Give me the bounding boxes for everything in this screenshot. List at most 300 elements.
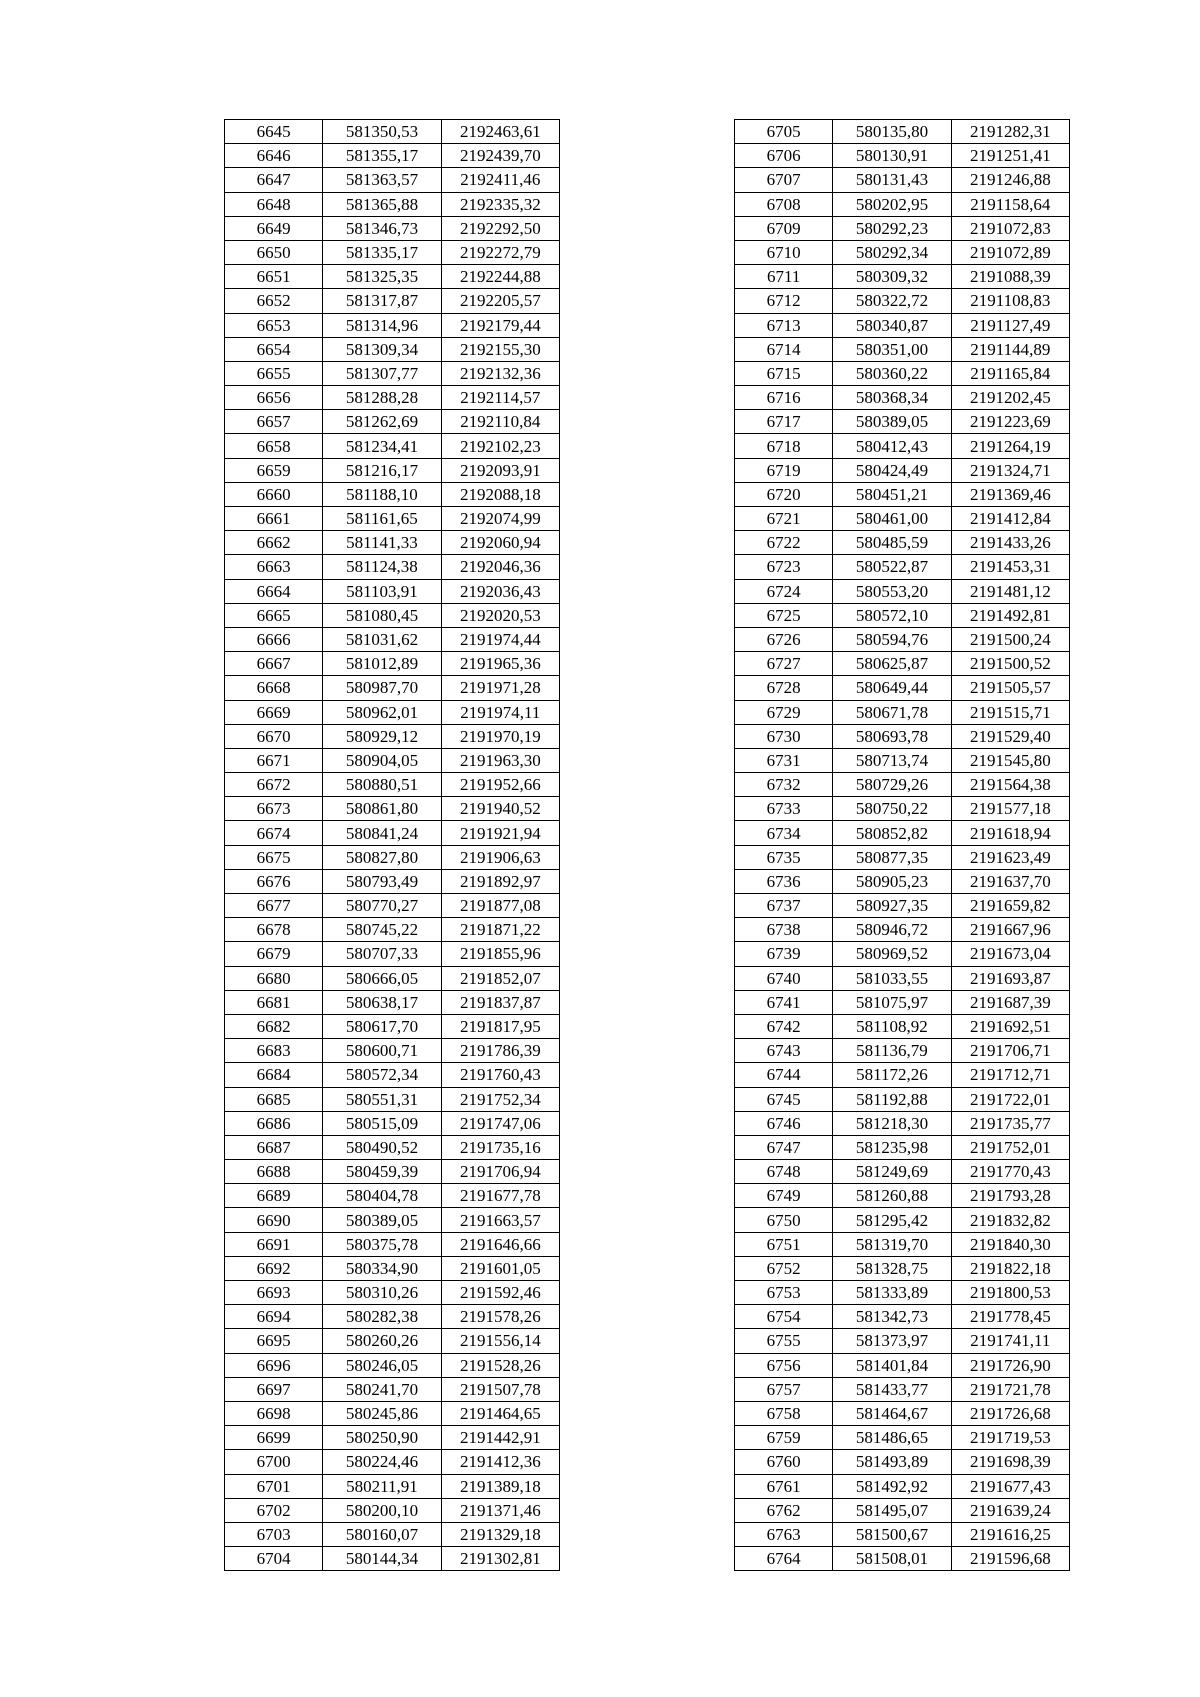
y-coordinate-cell: 2192411,46 bbox=[441, 168, 559, 192]
x-coordinate-cell: 580202,95 bbox=[833, 192, 951, 216]
y-coordinate-cell: 2192272,79 bbox=[441, 240, 559, 264]
x-coordinate-cell: 580144,34 bbox=[323, 1547, 441, 1571]
point-number-cell: 6764 bbox=[735, 1547, 833, 1571]
table-row bbox=[735, 1281, 1070, 1305]
table-row bbox=[225, 458, 560, 482]
table-row bbox=[225, 1474, 560, 1498]
x-coordinate-cell: 580946,72 bbox=[833, 918, 951, 942]
x-coordinate-cell: 580389,05 bbox=[833, 410, 951, 434]
y-coordinate-cell: 2191974,44 bbox=[441, 627, 559, 651]
x-coordinate-cell: 580638,17 bbox=[323, 990, 441, 1014]
table-row bbox=[225, 555, 560, 579]
table-row bbox=[225, 1208, 560, 1232]
point-number-cell: 6750 bbox=[735, 1208, 833, 1232]
table-row bbox=[225, 627, 560, 651]
y-coordinate-cell: 2191264,19 bbox=[951, 434, 1069, 458]
point-number-cell: 6698 bbox=[225, 1401, 323, 1425]
point-number-cell: 6729 bbox=[735, 700, 833, 724]
point-number-cell: 6697 bbox=[225, 1377, 323, 1401]
x-coordinate-cell: 580594,76 bbox=[833, 627, 951, 651]
table-row bbox=[225, 869, 560, 893]
point-number-cell: 6652 bbox=[225, 289, 323, 313]
table-row bbox=[735, 265, 1070, 289]
x-coordinate-cell: 581508,01 bbox=[833, 1547, 951, 1571]
table-row bbox=[735, 676, 1070, 700]
table-row bbox=[225, 1184, 560, 1208]
y-coordinate-cell: 2191837,87 bbox=[441, 990, 559, 1014]
y-coordinate-cell: 2191741,11 bbox=[951, 1329, 1069, 1353]
x-coordinate-cell: 580451,21 bbox=[833, 482, 951, 506]
point-number-cell: 6715 bbox=[735, 361, 833, 385]
table-row bbox=[225, 700, 560, 724]
y-coordinate-cell: 2191464,65 bbox=[441, 1401, 559, 1425]
point-number-cell: 6686 bbox=[225, 1111, 323, 1135]
table-row bbox=[735, 1208, 1070, 1232]
table-row bbox=[225, 652, 560, 676]
point-number-cell: 6738 bbox=[735, 918, 833, 942]
point-number-cell: 6743 bbox=[735, 1039, 833, 1063]
y-coordinate-cell: 2191722,01 bbox=[951, 1087, 1069, 1111]
point-number-cell: 6757 bbox=[735, 1377, 833, 1401]
point-number-cell: 6660 bbox=[225, 482, 323, 506]
y-coordinate-cell: 2191389,18 bbox=[441, 1474, 559, 1498]
table-row bbox=[735, 1329, 1070, 1353]
x-coordinate-cell: 581108,92 bbox=[833, 1014, 951, 1038]
point-number-cell: 6694 bbox=[225, 1305, 323, 1329]
table-row bbox=[735, 1377, 1070, 1401]
y-coordinate-cell: 2191601,05 bbox=[441, 1256, 559, 1280]
point-number-cell: 6661 bbox=[225, 507, 323, 531]
table-row bbox=[225, 797, 560, 821]
y-coordinate-cell: 2191877,08 bbox=[441, 894, 559, 918]
x-coordinate-cell: 580625,87 bbox=[833, 652, 951, 676]
y-coordinate-cell: 2191072,89 bbox=[951, 240, 1069, 264]
y-coordinate-cell: 2192179,44 bbox=[441, 313, 559, 337]
table-row bbox=[225, 337, 560, 361]
point-number-cell: 6651 bbox=[225, 265, 323, 289]
point-number-cell: 6735 bbox=[735, 845, 833, 869]
table-row bbox=[735, 531, 1070, 555]
x-coordinate-cell: 580292,34 bbox=[833, 240, 951, 264]
x-coordinate-cell: 581188,10 bbox=[323, 482, 441, 506]
y-coordinate-cell: 2191726,90 bbox=[951, 1353, 1069, 1377]
y-coordinate-cell: 2191906,63 bbox=[441, 845, 559, 869]
point-number-cell: 6703 bbox=[225, 1522, 323, 1546]
table-row bbox=[225, 1305, 560, 1329]
y-coordinate-cell: 2191500,24 bbox=[951, 627, 1069, 651]
table-row bbox=[735, 555, 1070, 579]
x-coordinate-cell: 581136,79 bbox=[833, 1039, 951, 1063]
x-coordinate-cell: 580693,78 bbox=[833, 724, 951, 748]
point-number-cell: 6723 bbox=[735, 555, 833, 579]
x-coordinate-cell: 581192,88 bbox=[833, 1087, 951, 1111]
table-row bbox=[225, 821, 560, 845]
table-row bbox=[225, 894, 560, 918]
y-coordinate-cell: 2191144,89 bbox=[951, 337, 1069, 361]
y-coordinate-cell: 2191800,53 bbox=[951, 1281, 1069, 1305]
y-coordinate-cell: 2191282,31 bbox=[951, 120, 1069, 144]
x-coordinate-cell: 580553,20 bbox=[833, 579, 951, 603]
table-row bbox=[735, 192, 1070, 216]
x-coordinate-cell: 580282,38 bbox=[323, 1305, 441, 1329]
y-coordinate-cell: 2191556,14 bbox=[441, 1329, 559, 1353]
x-coordinate-cell: 580929,12 bbox=[323, 724, 441, 748]
point-number-cell: 6650 bbox=[225, 240, 323, 264]
y-coordinate-cell: 2191646,66 bbox=[441, 1232, 559, 1256]
x-coordinate-cell: 581335,17 bbox=[323, 240, 441, 264]
x-coordinate-cell: 581080,45 bbox=[323, 603, 441, 627]
point-number-cell: 6685 bbox=[225, 1087, 323, 1111]
table-row bbox=[225, 1014, 560, 1038]
table-row bbox=[735, 1039, 1070, 1063]
table-row bbox=[735, 1305, 1070, 1329]
table-row bbox=[735, 240, 1070, 264]
x-coordinate-cell: 581124,38 bbox=[323, 555, 441, 579]
x-coordinate-cell: 581033,55 bbox=[833, 966, 951, 990]
x-coordinate-cell: 581260,88 bbox=[833, 1184, 951, 1208]
table-row bbox=[225, 386, 560, 410]
x-coordinate-cell: 580962,01 bbox=[323, 700, 441, 724]
y-coordinate-cell: 2191840,30 bbox=[951, 1232, 1069, 1256]
y-coordinate-cell: 2191940,52 bbox=[441, 797, 559, 821]
table-row bbox=[735, 289, 1070, 313]
table-row bbox=[225, 144, 560, 168]
x-coordinate-cell: 581075,97 bbox=[833, 990, 951, 1014]
point-number-cell: 6674 bbox=[225, 821, 323, 845]
x-coordinate-cell: 581328,75 bbox=[833, 1256, 951, 1280]
x-coordinate-cell: 580841,24 bbox=[323, 821, 441, 845]
point-number-cell: 6664 bbox=[225, 579, 323, 603]
point-number-cell: 6672 bbox=[225, 773, 323, 797]
table-row bbox=[735, 144, 1070, 168]
point-number-cell: 6731 bbox=[735, 748, 833, 772]
table-row bbox=[735, 361, 1070, 385]
point-number-cell: 6704 bbox=[225, 1547, 323, 1571]
x-coordinate-cell: 580334,90 bbox=[323, 1256, 441, 1280]
point-number-cell: 6762 bbox=[735, 1498, 833, 1522]
point-number-cell: 6699 bbox=[225, 1426, 323, 1450]
table-row bbox=[735, 434, 1070, 458]
table-row bbox=[225, 120, 560, 144]
y-coordinate-cell: 2191639,24 bbox=[951, 1498, 1069, 1522]
point-number-cell: 6752 bbox=[735, 1256, 833, 1280]
y-coordinate-cell: 2191712,71 bbox=[951, 1063, 1069, 1087]
x-coordinate-cell: 581373,97 bbox=[833, 1329, 951, 1353]
point-number-cell: 6730 bbox=[735, 724, 833, 748]
table-row bbox=[735, 603, 1070, 627]
x-coordinate-cell: 581355,17 bbox=[323, 144, 441, 168]
y-coordinate-cell: 2191578,26 bbox=[441, 1305, 559, 1329]
point-number-cell: 6701 bbox=[225, 1474, 323, 1498]
point-number-cell: 6760 bbox=[735, 1450, 833, 1474]
point-number-cell: 6746 bbox=[735, 1111, 833, 1135]
table-row bbox=[225, 603, 560, 627]
y-coordinate-cell: 2191442,91 bbox=[441, 1426, 559, 1450]
y-coordinate-cell: 2192088,18 bbox=[441, 482, 559, 506]
x-coordinate-cell: 581363,57 bbox=[323, 168, 441, 192]
point-number-cell: 6714 bbox=[735, 337, 833, 361]
table-row bbox=[735, 869, 1070, 893]
table-row bbox=[225, 990, 560, 1014]
x-coordinate-cell: 580310,26 bbox=[323, 1281, 441, 1305]
table-row bbox=[735, 1256, 1070, 1280]
point-number-cell: 6700 bbox=[225, 1450, 323, 1474]
x-coordinate-cell: 580927,35 bbox=[833, 894, 951, 918]
table-row bbox=[225, 192, 560, 216]
x-coordinate-cell: 580827,80 bbox=[323, 845, 441, 869]
point-number-cell: 6657 bbox=[225, 410, 323, 434]
x-coordinate-cell: 581103,91 bbox=[323, 579, 441, 603]
y-coordinate-cell: 2191752,01 bbox=[951, 1135, 1069, 1159]
point-number-cell: 6740 bbox=[735, 966, 833, 990]
y-coordinate-cell: 2191481,12 bbox=[951, 579, 1069, 603]
table-row bbox=[735, 1014, 1070, 1038]
table-row bbox=[735, 724, 1070, 748]
point-number-cell: 6749 bbox=[735, 1184, 833, 1208]
x-coordinate-cell: 580572,10 bbox=[833, 603, 951, 627]
y-coordinate-cell: 2191974,11 bbox=[441, 700, 559, 724]
point-number-cell: 6711 bbox=[735, 265, 833, 289]
y-coordinate-cell: 2191747,06 bbox=[441, 1111, 559, 1135]
y-coordinate-cell: 2191223,69 bbox=[951, 410, 1069, 434]
x-coordinate-cell: 580600,71 bbox=[323, 1039, 441, 1063]
point-number-cell: 6747 bbox=[735, 1135, 833, 1159]
y-coordinate-cell: 2191324,71 bbox=[951, 458, 1069, 482]
point-number-cell: 6727 bbox=[735, 652, 833, 676]
y-coordinate-cell: 2191412,36 bbox=[441, 1450, 559, 1474]
x-coordinate-cell: 581495,07 bbox=[833, 1498, 951, 1522]
table-row bbox=[735, 1426, 1070, 1450]
y-coordinate-cell: 2192244,88 bbox=[441, 265, 559, 289]
table-row bbox=[225, 1329, 560, 1353]
point-number-cell: 6724 bbox=[735, 579, 833, 603]
y-coordinate-cell: 2191673,04 bbox=[951, 942, 1069, 966]
point-number-cell: 6708 bbox=[735, 192, 833, 216]
table-row bbox=[225, 507, 560, 531]
x-coordinate-cell: 580224,46 bbox=[323, 1450, 441, 1474]
point-number-cell: 6753 bbox=[735, 1281, 833, 1305]
table-row bbox=[735, 845, 1070, 869]
point-number-cell: 6754 bbox=[735, 1305, 833, 1329]
point-number-cell: 6691 bbox=[225, 1232, 323, 1256]
table-row bbox=[225, 434, 560, 458]
point-number-cell: 6673 bbox=[225, 797, 323, 821]
table-row bbox=[735, 966, 1070, 990]
x-coordinate-cell: 580485,59 bbox=[833, 531, 951, 555]
y-coordinate-cell: 2191735,77 bbox=[951, 1111, 1069, 1135]
table-row bbox=[735, 773, 1070, 797]
table-row bbox=[225, 1160, 560, 1184]
x-coordinate-cell: 580713,74 bbox=[833, 748, 951, 772]
x-coordinate-cell: 580309,32 bbox=[833, 265, 951, 289]
x-coordinate-cell: 580707,33 bbox=[323, 942, 441, 966]
point-number-cell: 6688 bbox=[225, 1160, 323, 1184]
point-number-cell: 6717 bbox=[735, 410, 833, 434]
y-coordinate-cell: 2192060,94 bbox=[441, 531, 559, 555]
table-row bbox=[225, 1377, 560, 1401]
table-row bbox=[225, 579, 560, 603]
table-row bbox=[735, 1232, 1070, 1256]
y-coordinate-cell: 2191412,84 bbox=[951, 507, 1069, 531]
x-coordinate-cell: 580461,00 bbox=[833, 507, 951, 531]
y-coordinate-cell: 2191965,36 bbox=[441, 652, 559, 676]
table-row bbox=[225, 1256, 560, 1280]
x-coordinate-cell: 580360,22 bbox=[833, 361, 951, 385]
x-coordinate-cell: 581333,89 bbox=[833, 1281, 951, 1305]
point-number-cell: 6669 bbox=[225, 700, 323, 724]
table-row bbox=[735, 1522, 1070, 1546]
x-coordinate-cell: 580649,44 bbox=[833, 676, 951, 700]
y-coordinate-cell: 2191693,87 bbox=[951, 966, 1069, 990]
table-row bbox=[735, 1111, 1070, 1135]
y-coordinate-cell: 2191529,40 bbox=[951, 724, 1069, 748]
y-coordinate-cell: 2191507,78 bbox=[441, 1377, 559, 1401]
y-coordinate-cell: 2191577,18 bbox=[951, 797, 1069, 821]
point-number-cell: 6690 bbox=[225, 1208, 323, 1232]
table-row bbox=[225, 482, 560, 506]
x-coordinate-cell: 580200,10 bbox=[323, 1498, 441, 1522]
x-coordinate-cell: 581325,35 bbox=[323, 265, 441, 289]
x-coordinate-cell: 580671,78 bbox=[833, 700, 951, 724]
y-coordinate-cell: 2192439,70 bbox=[441, 144, 559, 168]
table-row bbox=[225, 748, 560, 772]
point-number-cell: 6716 bbox=[735, 386, 833, 410]
point-number-cell: 6755 bbox=[735, 1329, 833, 1353]
point-number-cell: 6695 bbox=[225, 1329, 323, 1353]
point-number-cell: 6656 bbox=[225, 386, 323, 410]
point-number-cell: 6696 bbox=[225, 1353, 323, 1377]
y-coordinate-cell: 2192036,43 bbox=[441, 579, 559, 603]
x-coordinate-cell: 580260,26 bbox=[323, 1329, 441, 1353]
table-row bbox=[735, 1063, 1070, 1087]
x-coordinate-cell: 580375,78 bbox=[323, 1232, 441, 1256]
y-coordinate-cell: 2192110,84 bbox=[441, 410, 559, 434]
x-coordinate-cell: 581342,73 bbox=[833, 1305, 951, 1329]
table-row bbox=[225, 1232, 560, 1256]
table-row bbox=[735, 942, 1070, 966]
y-coordinate-cell: 2191505,57 bbox=[951, 676, 1069, 700]
point-number-cell: 6676 bbox=[225, 869, 323, 893]
point-number-cell: 6736 bbox=[735, 869, 833, 893]
x-coordinate-cell: 580135,80 bbox=[833, 120, 951, 144]
x-coordinate-cell: 581288,28 bbox=[323, 386, 441, 410]
x-coordinate-cell: 580245,86 bbox=[323, 1401, 441, 1425]
y-coordinate-cell: 2192132,36 bbox=[441, 361, 559, 385]
table-row bbox=[735, 990, 1070, 1014]
y-coordinate-cell: 2191706,94 bbox=[441, 1160, 559, 1184]
y-coordinate-cell: 2192292,50 bbox=[441, 216, 559, 240]
table-row bbox=[225, 1281, 560, 1305]
point-number-cell: 6646 bbox=[225, 144, 323, 168]
point-number-cell: 6679 bbox=[225, 942, 323, 966]
table-row bbox=[225, 1547, 560, 1571]
x-coordinate-cell: 580246,05 bbox=[323, 1353, 441, 1377]
table-row bbox=[225, 168, 560, 192]
x-coordinate-cell: 581365,88 bbox=[323, 192, 441, 216]
y-coordinate-cell: 2191822,18 bbox=[951, 1256, 1069, 1280]
y-coordinate-cell: 2191970,19 bbox=[441, 724, 559, 748]
table-row bbox=[735, 1498, 1070, 1522]
point-number-cell: 6658 bbox=[225, 434, 323, 458]
table-row bbox=[225, 216, 560, 240]
x-coordinate-cell: 580522,87 bbox=[833, 555, 951, 579]
table-row bbox=[735, 1135, 1070, 1159]
table-row bbox=[735, 894, 1070, 918]
y-coordinate-cell: 2191852,07 bbox=[441, 966, 559, 990]
x-coordinate-cell: 581486,65 bbox=[833, 1426, 951, 1450]
y-coordinate-cell: 2191817,95 bbox=[441, 1014, 559, 1038]
y-coordinate-cell: 2191793,28 bbox=[951, 1184, 1069, 1208]
point-number-cell: 6663 bbox=[225, 555, 323, 579]
point-number-cell: 6682 bbox=[225, 1014, 323, 1038]
table-row bbox=[225, 676, 560, 700]
y-coordinate-cell: 2191921,94 bbox=[441, 821, 559, 845]
y-coordinate-cell: 2191719,53 bbox=[951, 1426, 1069, 1450]
y-coordinate-cell: 2191492,81 bbox=[951, 603, 1069, 627]
point-number-cell: 6709 bbox=[735, 216, 833, 240]
y-coordinate-cell: 2191692,51 bbox=[951, 1014, 1069, 1038]
y-coordinate-cell: 2192046,36 bbox=[441, 555, 559, 579]
x-coordinate-cell: 580515,09 bbox=[323, 1111, 441, 1135]
point-number-cell: 6712 bbox=[735, 289, 833, 313]
point-number-cell: 6758 bbox=[735, 1401, 833, 1425]
x-coordinate-cell: 581307,77 bbox=[323, 361, 441, 385]
y-coordinate-cell: 2192102,23 bbox=[441, 434, 559, 458]
x-coordinate-cell: 581172,26 bbox=[833, 1063, 951, 1087]
table-row bbox=[735, 337, 1070, 361]
point-number-cell: 6648 bbox=[225, 192, 323, 216]
table-row bbox=[225, 313, 560, 337]
point-number-cell: 6733 bbox=[735, 797, 833, 821]
table-row bbox=[225, 942, 560, 966]
y-coordinate-cell: 2191564,38 bbox=[951, 773, 1069, 797]
x-coordinate-cell: 581401,84 bbox=[833, 1353, 951, 1377]
x-coordinate-cell: 580861,80 bbox=[323, 797, 441, 821]
x-coordinate-cell: 580880,51 bbox=[323, 773, 441, 797]
x-coordinate-cell: 581433,77 bbox=[833, 1377, 951, 1401]
table-row bbox=[735, 918, 1070, 942]
x-coordinate-cell: 581317,87 bbox=[323, 289, 441, 313]
table-row bbox=[225, 289, 560, 313]
x-coordinate-cell: 581262,69 bbox=[323, 410, 441, 434]
x-coordinate-cell: 580729,26 bbox=[833, 773, 951, 797]
point-number-cell: 6647 bbox=[225, 168, 323, 192]
table-row bbox=[225, 1087, 560, 1111]
table-row bbox=[225, 361, 560, 385]
x-coordinate-cell: 580770,27 bbox=[323, 894, 441, 918]
y-coordinate-cell: 2191952,66 bbox=[441, 773, 559, 797]
point-number-cell: 6720 bbox=[735, 482, 833, 506]
table-row bbox=[735, 458, 1070, 482]
y-coordinate-cell: 2192205,57 bbox=[441, 289, 559, 313]
point-number-cell: 6653 bbox=[225, 313, 323, 337]
table-row bbox=[735, 821, 1070, 845]
point-number-cell: 6645 bbox=[225, 120, 323, 144]
table-row bbox=[225, 240, 560, 264]
point-number-cell: 6683 bbox=[225, 1039, 323, 1063]
y-coordinate-cell: 2191786,39 bbox=[441, 1039, 559, 1063]
y-coordinate-cell: 2192020,53 bbox=[441, 603, 559, 627]
table-row bbox=[735, 1160, 1070, 1184]
x-coordinate-cell: 580750,22 bbox=[833, 797, 951, 821]
x-coordinate-cell: 581249,69 bbox=[833, 1160, 951, 1184]
point-number-cell: 6737 bbox=[735, 894, 833, 918]
x-coordinate-cell: 581500,67 bbox=[833, 1522, 951, 1546]
table-row bbox=[735, 507, 1070, 531]
table-row bbox=[735, 386, 1070, 410]
x-coordinate-cell: 581141,33 bbox=[323, 531, 441, 555]
x-coordinate-cell: 581218,30 bbox=[833, 1111, 951, 1135]
